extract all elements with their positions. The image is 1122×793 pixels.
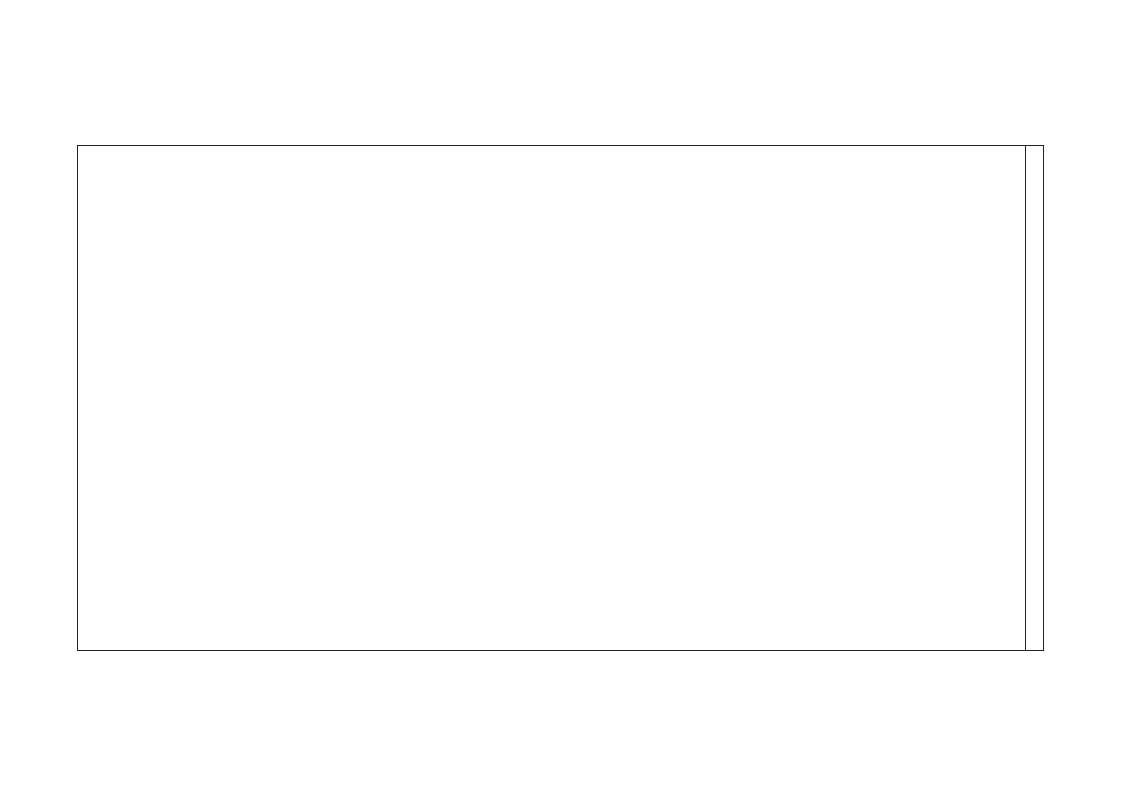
table-sheet <box>77 145 1044 651</box>
